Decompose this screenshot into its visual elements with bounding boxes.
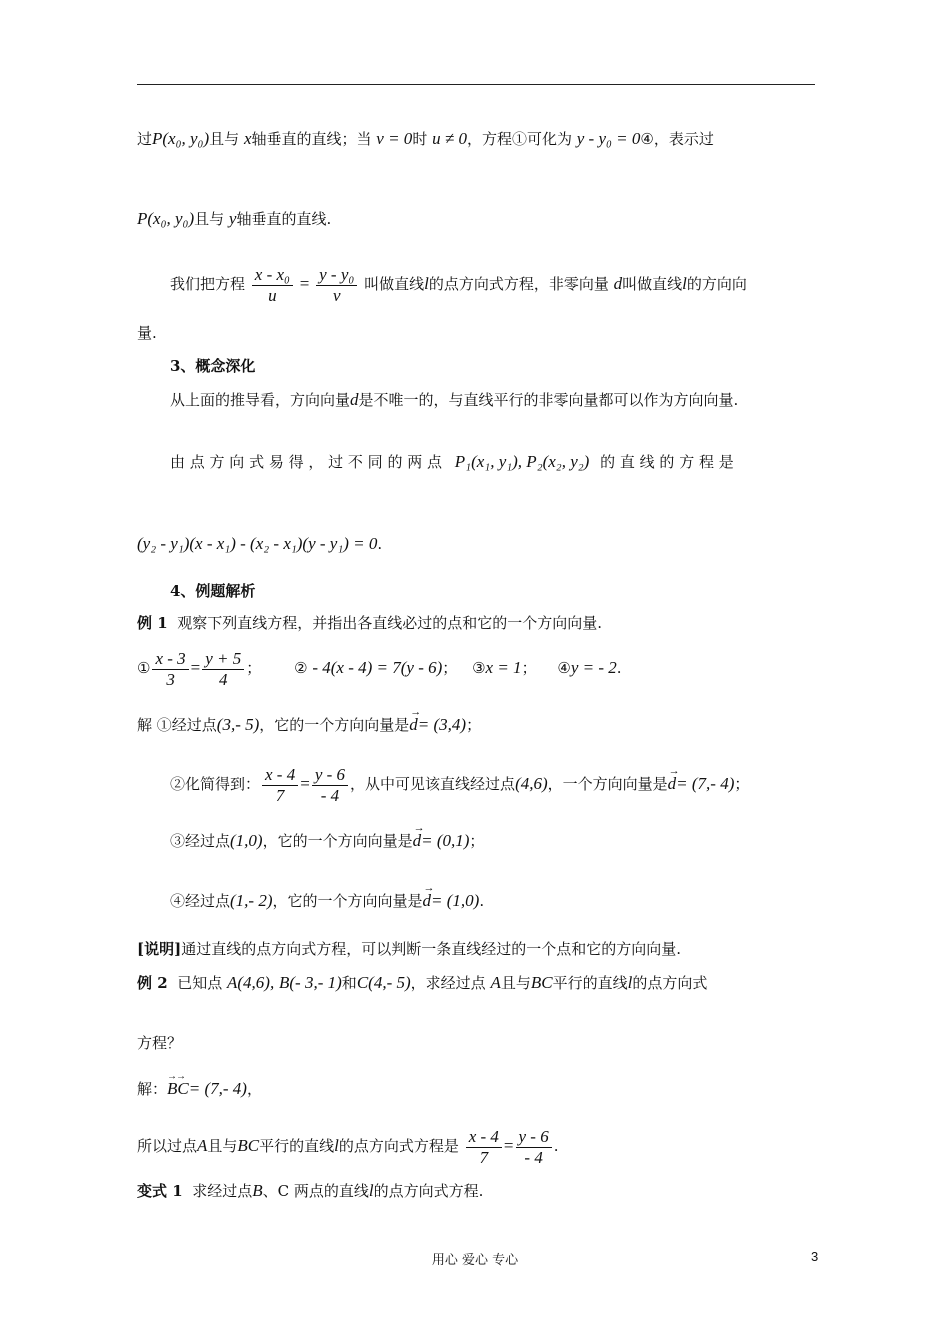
solution-1: 解 ①经过点(3,- 5)，它的一个方向向量是→ d= (3,4)； bbox=[137, 714, 481, 736]
example-1-equations: ① $\frac{x - 3}{3}$ = $\frac{y + 5}{4}$ ； ② - 4(x - 4) = 7(y - 6)； ③x = 1； ④y = - 2. bbox=[137, 648, 622, 689]
page-footer: 用心 爱心 专心 bbox=[431, 1253, 519, 1268]
page-number: 3 bbox=[811, 1249, 819, 1264]
variant-1: 变式 1 求经过点B、C 两点的直线l的点方向式方程. bbox=[137, 1181, 484, 1200]
fraction-y: $\frac{\text{y - y₀}}{v}$ bbox=[316, 265, 357, 306]
paragraph-1: 过P(x₀, y₀)且与 x轴垂直的直线；当 v = 0时 u ≠ 0，方程①可化为 y - y₀ = 0④，表示过 bbox=[137, 129, 714, 148]
paragraph-4: 量. bbox=[137, 324, 157, 342]
two-point-equation: (y₂ - y₁)(x - x₁) - (x₂ - x₁)(y - y₁) = 0. bbox=[137, 534, 383, 553]
section-3-heading: 3、概念深化 bbox=[170, 357, 256, 375]
example-1: 例 1 观察下列直线方程，并指出各直线必过的点和它的一个方向向量. bbox=[137, 614, 602, 632]
solution-3: ③经过点(1,0)，它的一个方向向量是→ d= (0,1)； bbox=[170, 830, 484, 852]
paragraph-6: 由 点 方 向 式 易 得 ， 过 不 同 的 两 点 P₁(x₁, y₁), P₂(x₂, y₂) 的 直 线 的 方 程 是 bbox=[170, 452, 734, 471]
paragraph-3: 我们把方程 $\frac{\text{x - x₀}}{u}$ = $\frac{\text{y - y₀}}{v}$ 叫做直线l的点方向式方程，非零向量 d叫做直线l的方向向 bbox=[170, 264, 747, 305]
example-2-cont: 方程？ bbox=[137, 1034, 183, 1052]
solution-6: 所以过点A且与BC平行的直线l的点方向式方程是 $\frac{x - 4}{7}$ = $\frac{y - 6}{- 4}$ . bbox=[137, 1126, 559, 1167]
section-4-heading: 4、例题解析 bbox=[170, 582, 256, 600]
paragraph-2: P(x₀, y₀)且与 y轴垂直的直线. bbox=[137, 209, 332, 228]
header-rule bbox=[137, 84, 815, 85]
fraction-x: $\frac{\text{x - x₀}}{u}$ bbox=[252, 265, 293, 306]
solution-5: 解：→→ BC= (7,- 4)， bbox=[137, 1078, 262, 1100]
paragraph-5: 从上面的推导看，方向向量d是不唯一的，与直线平行的非零向量都可以作为方向向量. bbox=[170, 390, 739, 409]
solution-4: ④经过点(1,- 2)，它的一个方向向量是→ d= (1,0). bbox=[170, 890, 484, 912]
solution-2: ②化简得到： $\frac{x - 4}{7}$ = $\frac{y - 6}{- 4}$ ，从中可见该直线经过点(4,6)，一个方向向量是→ d= (7,- 4)； bbox=[170, 762, 749, 806]
example-2: 例 2 已知点 A(4,6), B(- 3,- 1)和C(4,- 5)，求经过点 A且与BC平行的直线l的点方向式 bbox=[137, 973, 708, 992]
note: [说明]通过直线的点方向式方程，可以判断一条直线经过的一个点和它的方向向量. bbox=[137, 940, 681, 958]
